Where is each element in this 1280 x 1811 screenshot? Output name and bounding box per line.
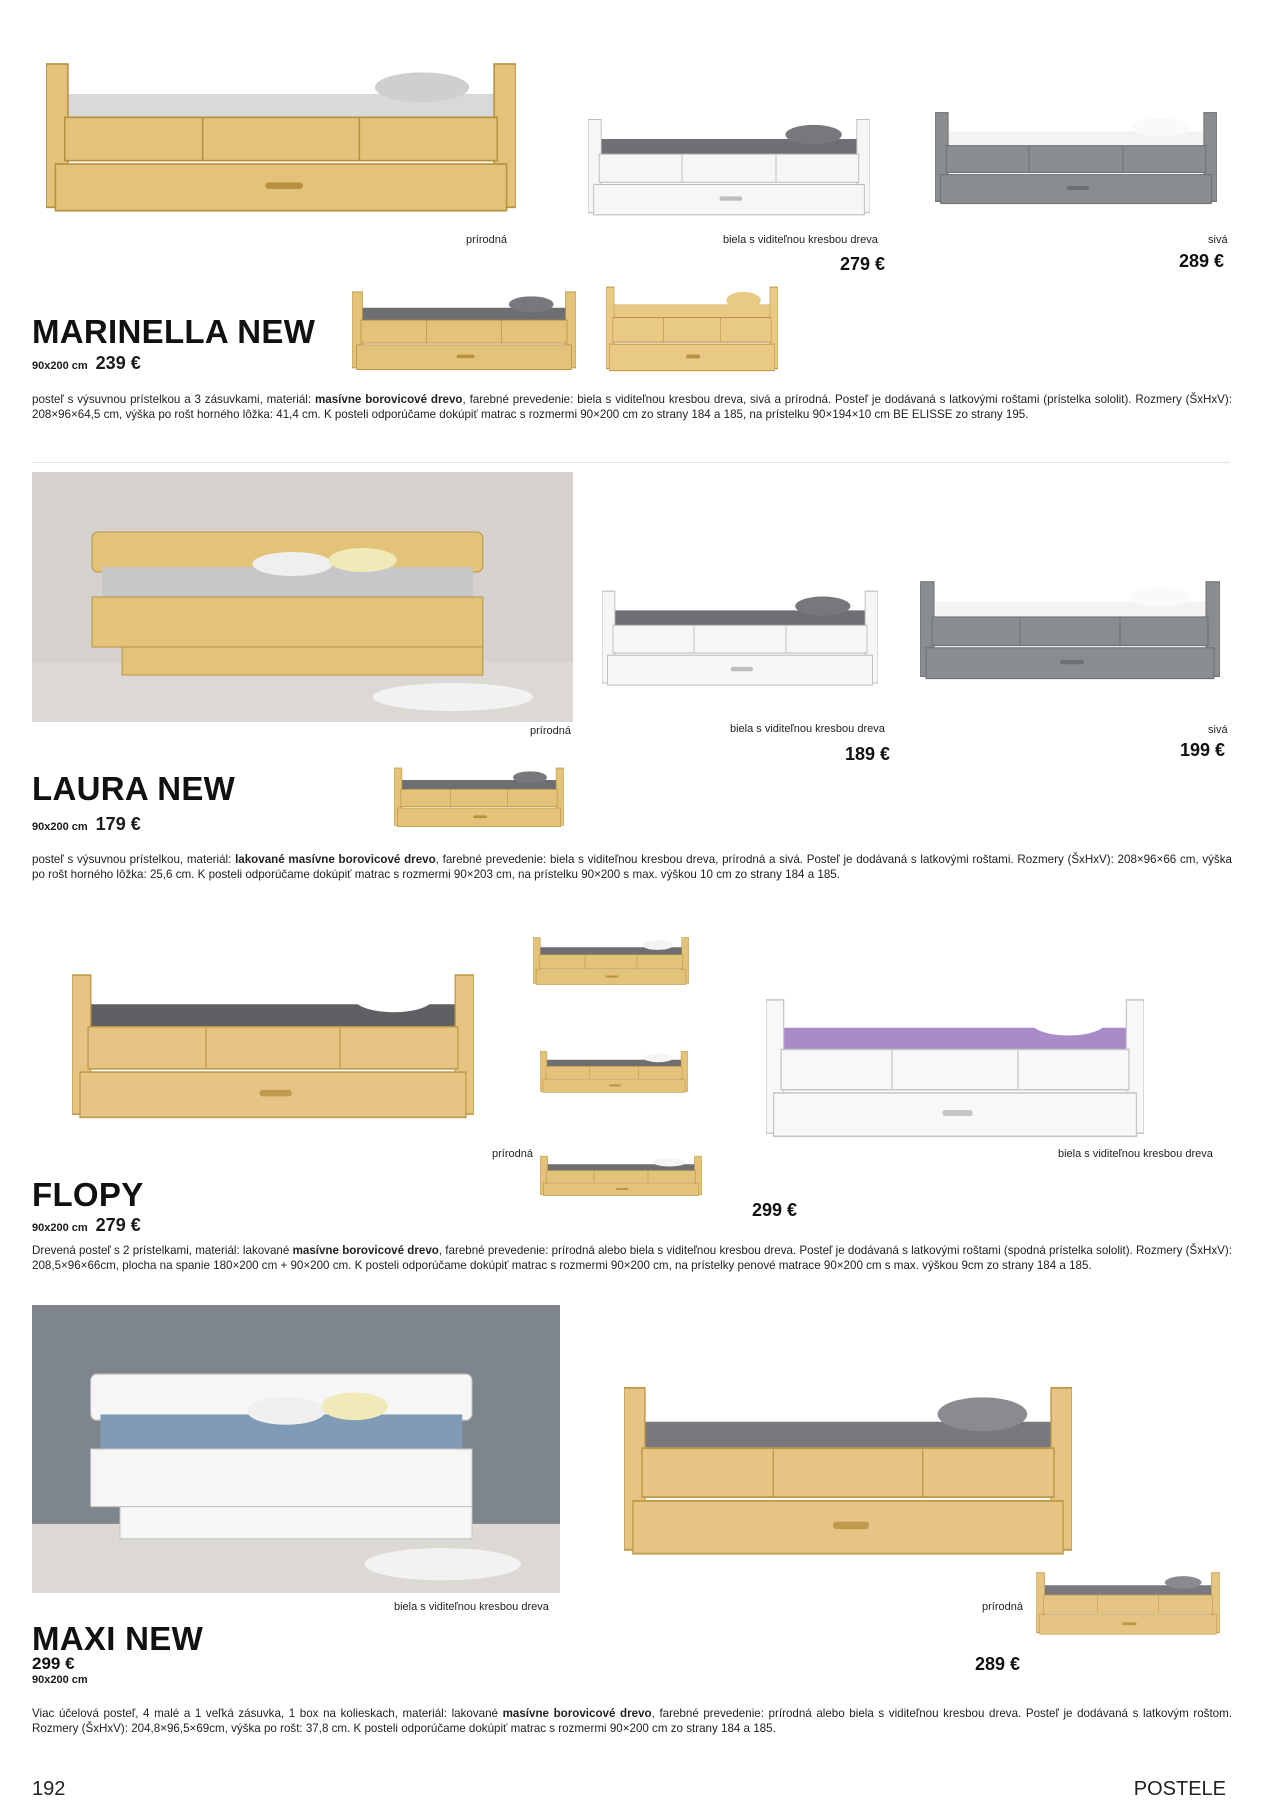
flopy-variant-2-price: 299 € <box>752 1200 798 1220</box>
marinella-variant-3-price: 289 € <box>1179 251 1225 271</box>
marinella-white-image <box>588 100 870 230</box>
maxi-material: masívne borovicové drevo <box>502 1707 652 1720</box>
marinella-price: 239 € <box>95 353 141 373</box>
marinella-title: MARINELLA NEW <box>32 313 316 350</box>
laura-variant-3-price: 199 € <box>1180 740 1226 760</box>
laura-variant-1-label: prírodná <box>530 725 571 737</box>
laura-description: posteľ s výsuvnou prístelkou, materiál: lakované masívne borovicové drevo, farebné prevedenie: biela s viditeľnou kresbou dreva, prírodná a sivá. Posteľ je dodávaná s latkovými roštami. Rozmery (ŠxHxV): 208×96×66 cm, výška po rošt horného lôžka: 25,6 cm. K posteli odporúčame dokúpiť matrac s rozmermi 90×203 cm, na prístelku 90×200 s max. výškou 10 cm zo strany 184 a 185. <box>32 853 1232 881</box>
maxi-title: MAXI NEW <box>32 1620 204 1657</box>
flopy-size-price <box>32 1215 141 1236</box>
laura-white-image <box>602 572 878 700</box>
maxi-variant-2-price: 289 € <box>975 1654 1021 1674</box>
flopy-variant-1-label: prírodná <box>492 1148 533 1160</box>
maxi-variant-2-label: prírodná <box>982 1601 1023 1613</box>
marinella-frame-detail-image <box>606 270 778 384</box>
section-divider <box>32 462 1230 463</box>
page-number: 192 <box>32 1778 66 1800</box>
laura-title: LAURA NEW <box>32 770 236 807</box>
flopy-config-3-image <box>540 1148 702 1202</box>
laura-room-photo <box>32 472 573 722</box>
flopy-description: Drevená posteľ s 2 prístelkami, materiál: lakované masívne borovicové drevo, farebné prevedenie: prírodná alebo biela s viditeľnou kresbou dreva. Posteľ je dodávaná s latkovými roštami (spodná prístelka sololit). Rozmery (ŠxHxV): 208,5×96×66cm, plocha na spanie 180×200 cm + 90×200 cm. K posteli odporúčame dokúpiť matrac s rozmermi 90×200 cm, na prístelky penové matrace 90×200 cm s max. výškou 9cm zo strany 184 a 185. <box>32 1244 1232 1272</box>
flopy-config-1-image <box>533 928 689 992</box>
laura-trundle-detail-image <box>394 756 564 836</box>
flopy-natural-image <box>72 946 474 1140</box>
laura-grey-image <box>920 562 1220 694</box>
laura-size: 90x200 cm <box>32 821 88 833</box>
maxi-natural-image <box>624 1354 1072 1580</box>
flopy-config-2-image <box>540 1043 688 1099</box>
flopy-material: masívne borovicové drevo <box>292 1244 439 1257</box>
marinella-variant-2-price: 279 € <box>840 254 886 274</box>
marinella-variant-3-label: sivá <box>1208 234 1228 246</box>
marinella-material: masívne borovicové drevo <box>314 393 463 406</box>
maxi-room-photo <box>32 1305 560 1593</box>
marinella-variant-1-label: prírodná <box>466 234 507 246</box>
laura-variant-2-label: biela s viditeľnou kresbou dreva <box>730 723 885 735</box>
flopy-variant-2-label: biela s viditeľnou kresbou dreva <box>1058 1148 1213 1160</box>
flopy-title: FLOPY <box>32 1176 144 1213</box>
laura-size-price <box>32 814 141 835</box>
maxi-variant-1-label: biela s viditeľnou kresbou dreva <box>394 1601 549 1613</box>
flopy-size: 90x200 cm <box>32 1222 88 1234</box>
marinella-size: 90x200 cm <box>32 360 88 372</box>
maxi-small-detail-image <box>1036 1560 1220 1644</box>
maxi-size: 90x200 cm <box>32 1674 88 1686</box>
laura-variant-3-label: sivá <box>1208 724 1228 736</box>
flopy-white-image <box>766 972 1144 1158</box>
marinella-drawer-detail-image <box>352 276 576 382</box>
section-name: POSTELE <box>1133 1778 1226 1800</box>
marinella-natural-image <box>46 34 516 234</box>
laura-variant-2-price: 189 € <box>845 744 891 764</box>
laura-price: 179 € <box>95 814 141 834</box>
marinella-grey-image <box>935 94 1217 218</box>
maxi-description: Viac účelová posteľ, 4 malé a 1 veľká zásuvka, 1 box na kolieskach, materiál: lakované masívne borovicové drevo, farebné prevedenie: prírodná alebo biela s viditeľnou kresbou dreva. Posteľ je dodávaná s latkovým roštom. Rozmery (ŠxHxV): 204,8×96,5×69cm, výška po rošt: 37,8 cm. K posteli odporúčame dokúpiť matrac s rozmermi 90×200 cm zo strany 184 a 185. <box>32 1707 1232 1735</box>
maxi-price: 299 € <box>32 1654 75 1673</box>
marinella-description: posteľ s výsuvnou prístelkou a 3 zásuvkami, materiál: masívne borovicové drevo, farebné prevedenie: biela s viditeľnou kresbou dreva, sivá a prírodná. Posteľ je dodávaná s latkovými roštami (prístelka sololit). Rozmery (ŠxHxV): 208×96×64,5 cm, výška po rošt horného lôžka: 41,4 cm. K posteli odporúčame dokúpiť matrac s rozmermi 90×200 cm zo strany 184 a 185, na prístelku 90×194×10 cm BE ELISSE zo strany 195. <box>32 393 1232 421</box>
flopy-price: 279 € <box>95 1215 141 1235</box>
marinella-size-price <box>32 353 141 374</box>
laura-material: lakované masívne borovicové drevo <box>235 853 436 866</box>
marinella-variant-2-label: biela s viditeľnou kresbou dreva <box>723 234 878 246</box>
